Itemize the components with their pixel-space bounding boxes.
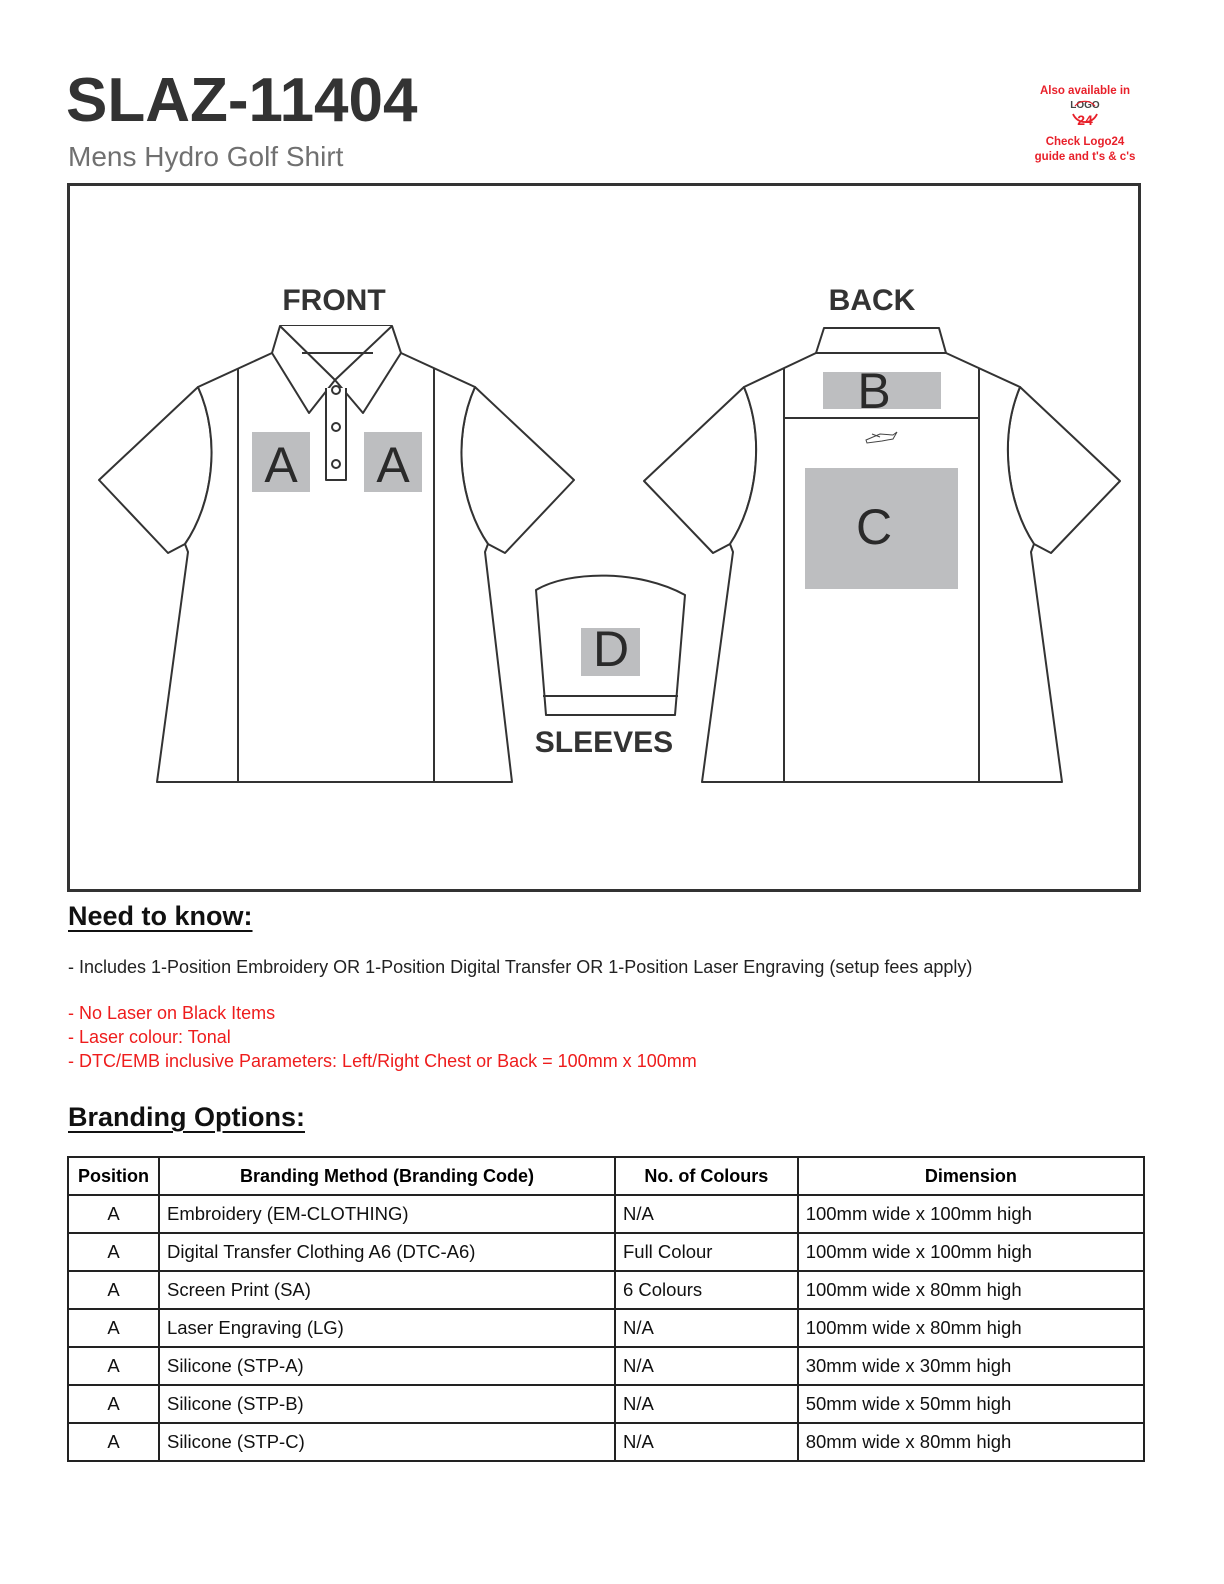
cell-colours: N/A bbox=[615, 1309, 798, 1347]
sleeves-label: SLEEVES bbox=[534, 726, 674, 759]
cell-colours: 6 Colours bbox=[615, 1271, 798, 1309]
cell-position: A bbox=[68, 1195, 159, 1233]
table-row bbox=[68, 1233, 1144, 1271]
back-label: BACK bbox=[828, 284, 916, 317]
cell-dimension: 100mm wide x 100mm high bbox=[798, 1195, 1144, 1233]
column-header-method: Branding Method (Branding Code) bbox=[159, 1157, 615, 1195]
column-header-position: Position bbox=[68, 1157, 159, 1195]
cell-dimension: 80mm wide x 80mm high bbox=[798, 1423, 1144, 1461]
cell-method: Embroidery (EM-CLOTHING) bbox=[159, 1195, 615, 1233]
cell-colours: N/A bbox=[615, 1423, 798, 1461]
need-to-know-notes bbox=[68, 955, 972, 979]
cell-colours: Full Colour bbox=[615, 1233, 798, 1271]
need-to-know-warnings bbox=[68, 1001, 697, 1073]
cell-colours: N/A bbox=[615, 1195, 798, 1233]
front-label: FRONT bbox=[282, 284, 386, 317]
cell-position: A bbox=[68, 1347, 159, 1385]
logo24-icon bbox=[1067, 100, 1103, 134]
logo24-word: LOGO bbox=[1070, 100, 1100, 112]
warning-item: - Laser colour: Tonal bbox=[68, 1027, 231, 1047]
column-header-colours: No. of Colours bbox=[615, 1157, 798, 1195]
column-header-dimension: Dimension bbox=[798, 1157, 1144, 1195]
need-to-know-heading: Need to know: bbox=[68, 901, 253, 931]
product-name: Mens Hydro Golf Shirt bbox=[68, 141, 344, 172]
cell-position: A bbox=[68, 1309, 159, 1347]
cell-position: A bbox=[68, 1423, 159, 1461]
logo24-availability-text: Also available in bbox=[1039, 85, 1131, 97]
cell-method: Screen Print (SA) bbox=[159, 1271, 615, 1309]
branding-options-table bbox=[67, 1156, 1145, 1462]
cell-method: Laser Engraving (LG) bbox=[159, 1309, 615, 1347]
product-code: SLAZ-11404 bbox=[66, 66, 418, 135]
warning-item: - No Laser on Black Items bbox=[68, 1003, 276, 1023]
warning-item: - DTC/EMB inclusive Parameters: Left/Right Chest or Back = 100mm x 100mm bbox=[68, 1051, 697, 1071]
zone-c-letter: C bbox=[855, 499, 893, 555]
table-row bbox=[68, 1195, 1144, 1233]
garment-diagram bbox=[67, 183, 1141, 892]
branding-options-heading: Branding Options: bbox=[68, 1102, 305, 1132]
table-row bbox=[68, 1309, 1144, 1347]
logo24-number: 24 bbox=[1077, 111, 1093, 128]
cell-colours: N/A bbox=[615, 1347, 798, 1385]
table-row bbox=[68, 1347, 1144, 1385]
cell-position: A bbox=[68, 1385, 159, 1423]
cell-dimension: 100mm wide x 100mm high bbox=[798, 1233, 1144, 1271]
logo24-check-text: Check Logo24 bbox=[1045, 136, 1125, 149]
logo24-terms-text: guide and t's & c's bbox=[1034, 150, 1136, 163]
table-header-row bbox=[68, 1157, 1144, 1195]
cell-dimension: 100mm wide x 80mm high bbox=[798, 1309, 1144, 1347]
zone-d-letter: D bbox=[592, 621, 630, 677]
table-row bbox=[68, 1385, 1144, 1423]
front-shirt-outline bbox=[99, 326, 574, 782]
cell-colours: N/A bbox=[615, 1385, 798, 1423]
cell-method: Silicone (STP-A) bbox=[159, 1347, 615, 1385]
cell-dimension: 100mm wide x 80mm high bbox=[798, 1271, 1144, 1309]
cell-dimension: 50mm wide x 50mm high bbox=[798, 1385, 1144, 1423]
table-row bbox=[68, 1423, 1144, 1461]
table-row bbox=[68, 1271, 1144, 1309]
logo24-badge bbox=[1020, 84, 1150, 164]
cell-position: A bbox=[68, 1233, 159, 1271]
cell-dimension: 30mm wide x 30mm high bbox=[798, 1347, 1144, 1385]
zone-a-left-letter: A bbox=[264, 437, 298, 493]
cell-position: A bbox=[68, 1271, 159, 1309]
zone-b-letter: B bbox=[857, 363, 891, 419]
cell-method: Digital Transfer Clothing A6 (DTC-A6) bbox=[159, 1233, 615, 1271]
zone-a-right-letter: A bbox=[376, 437, 410, 493]
cell-method: Silicone (STP-B) bbox=[159, 1385, 615, 1423]
cell-method: Silicone (STP-C) bbox=[159, 1423, 615, 1461]
note-item: - Includes 1-Position Embroidery OR 1-Position Digital Transfer OR 1-Position Laser Engraving (setup fees apply) bbox=[68, 957, 973, 977]
